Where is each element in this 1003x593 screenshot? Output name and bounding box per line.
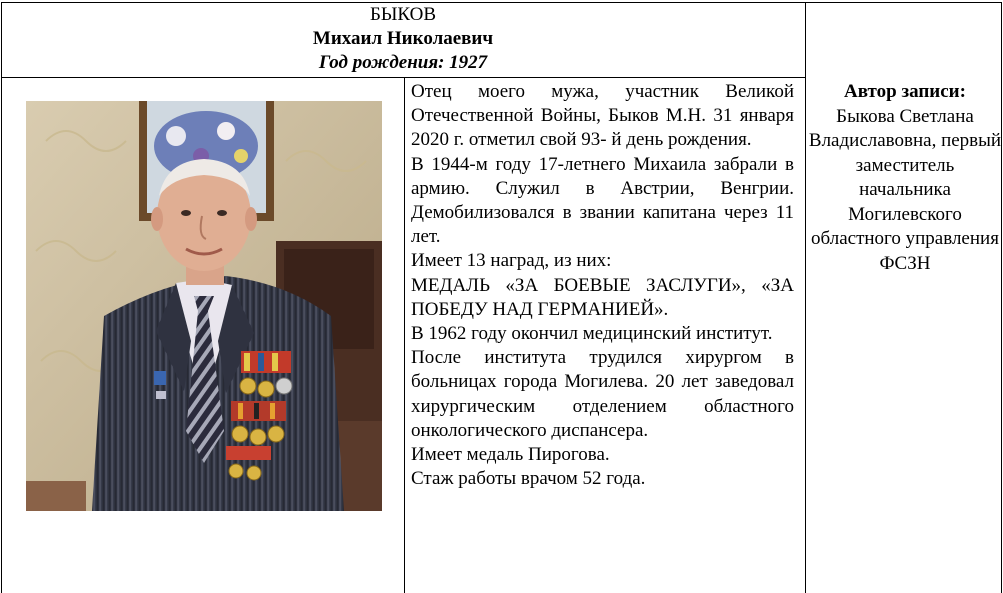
- author-block: [808, 80, 1002, 276]
- birth-year: Год рождения: 1927: [318, 52, 488, 73]
- border-author-left: [805, 2, 806, 593]
- bio-paragraph: В 1962 году окончил медицинский институт.: [411, 323, 773, 345]
- border-photo-right: [404, 77, 405, 593]
- bio-paragraph: В 1944-м году 17-летнего Михаила забрали в армию. Служил в Австрии, Венгрии. Демобилизовался в звании капитана через 11 лет.: [411, 153, 794, 248]
- border-left: [1, 2, 2, 593]
- bio-paragraph: Имеет 13 наград, из них:: [411, 250, 612, 272]
- biography-text: [411, 80, 794, 491]
- person-name: Михаил Николаевич: [312, 28, 494, 49]
- bio-paragraph: Отец моего мужа, участник Великой Отечественной Войны, Быков М.Н. 31 января 2020 г. отметил свой 93- й день рождения.: [411, 81, 794, 151]
- veteran-portrait-photo: [26, 101, 382, 511]
- bio-paragraph: После института трудился хирургом в больницах города Могилева. 20 лет заведовал хирургическим отделением областного онкологического диспансера.: [411, 347, 794, 441]
- author-label: Автор записи:: [844, 81, 966, 102]
- bio-paragraph: Имеет медаль Пирогова.: [411, 444, 610, 466]
- bio-paragraph: МЕДАЛЬ «ЗА БОЕВЫЕ ЗАСЛУГИ», «ЗА ПОБЕДУ НАД ГЕРМАНИЕЙ».: [411, 274, 794, 320]
- author-name: Быкова Светлана Владиславовна, первый заместитель начальника Могилевского областного управления ФСЗН: [808, 105, 1002, 274]
- person-surname: БЫКОВ: [369, 4, 437, 25]
- person-header: [2, 3, 804, 77]
- bio-paragraph: Стаж работы врачом 52 года.: [411, 468, 646, 490]
